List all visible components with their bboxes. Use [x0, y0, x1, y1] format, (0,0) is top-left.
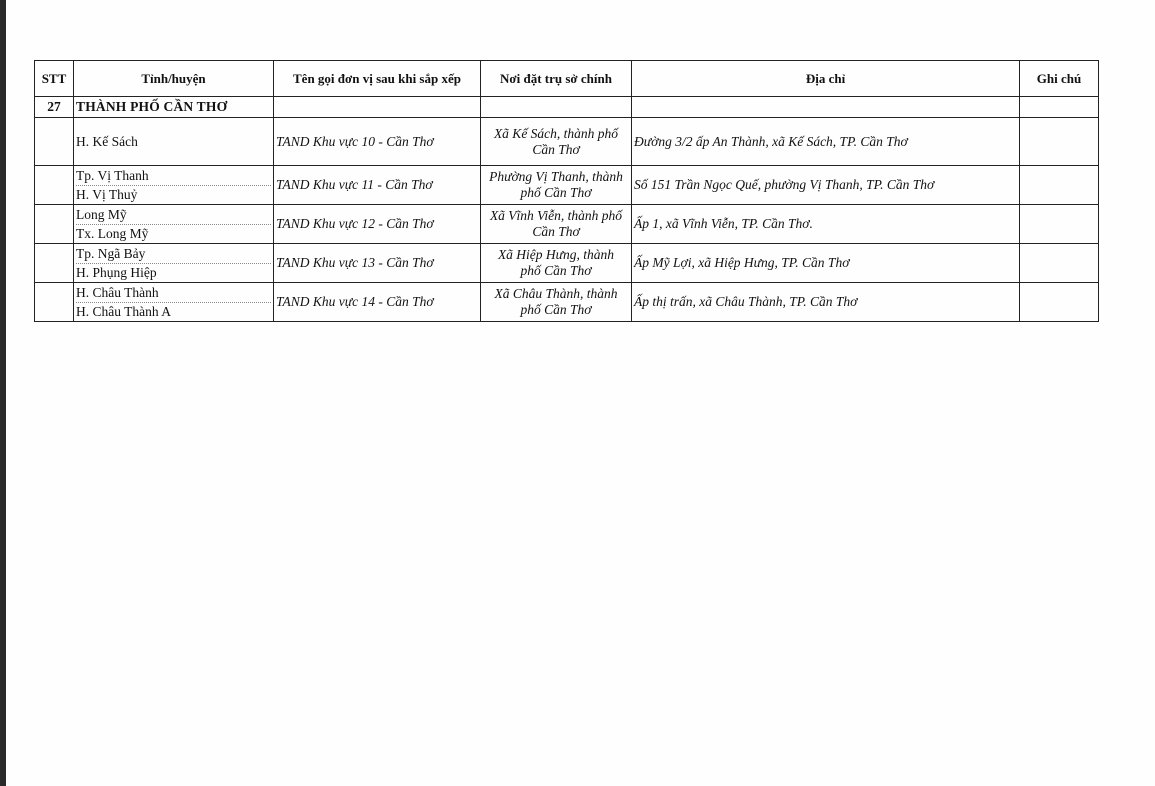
headquarters-line: phố Cần Thơ: [520, 302, 592, 317]
address-cell: Đường 3/2 ấp An Thành, xã Kế Sách, TP. Cần Thơ: [632, 118, 1020, 166]
district-name: Long Mỹ: [76, 206, 271, 225]
group-title: THÀNH PHỐ CẦN THƠ: [74, 97, 274, 118]
district-name: H. Châu Thành A: [76, 303, 171, 319]
address-cell: Ấp thị trấn, xã Châu Thành, TP. Cần Thơ: [632, 283, 1020, 322]
headquarters-line: Cần Thơ: [532, 224, 580, 239]
headquarters-line: Phường Vị Thanh, thành: [489, 169, 623, 184]
district-name: H. Vị Thuỷ: [76, 186, 138, 202]
header-note: Ghi chú: [1020, 61, 1099, 97]
district-name: Tx. Long Mỹ: [76, 225, 149, 241]
district-cell: [74, 205, 274, 244]
header-stt: STT: [35, 61, 74, 97]
group-stt: 27: [35, 97, 74, 118]
note-cell: [1020, 283, 1099, 322]
headquarters-line: Xã Châu Thành, thành: [494, 286, 618, 301]
document-page: [6, 0, 1155, 786]
header-headquarters: Nơi đặt trụ sở chính: [481, 61, 632, 97]
unit-name-cell: TAND Khu vực 10 - Cần Thơ: [274, 118, 481, 166]
stt-cell: [35, 244, 74, 283]
stt-cell: [35, 166, 74, 205]
headquarters-cell: [481, 244, 632, 283]
stt-cell: [35, 283, 74, 322]
empty-cell: [1020, 97, 1099, 118]
address-cell: Ấp Mỹ Lợi, xã Hiệp Hưng, TP. Cần Thơ: [632, 244, 1020, 283]
address-cell: Số 151 Trần Ngọc Quế, phường Vị Thanh, TP. Cần Thơ: [632, 166, 1020, 205]
stt-cell: [35, 205, 74, 244]
headquarters-line: Xã Hiệp Hưng, thành: [497, 247, 615, 262]
empty-cell: [481, 97, 632, 118]
court-unit-table: [34, 60, 1099, 322]
unit-name-cell: TAND Khu vực 11 - Cần Thơ: [274, 166, 481, 205]
district-name: H. Châu Thành: [76, 284, 271, 303]
header-unit-name: Tên gọi đơn vị sau khi sắp xếp: [274, 61, 481, 97]
district-cell: [74, 166, 274, 205]
table-row: [35, 283, 1099, 322]
headquarters-cell: [481, 205, 632, 244]
headquarters-line: phố Cần Thơ: [520, 263, 592, 278]
district-cell: [74, 283, 274, 322]
note-cell: [1020, 244, 1099, 283]
headquarters-line: Xã Kế Sách, thành phố: [493, 125, 619, 141]
headquarters-line: Xã Vĩnh Viễn, thành phố: [489, 208, 623, 223]
header-province-district: Tỉnh/huyện: [74, 61, 274, 97]
headquarters-cell: [481, 166, 632, 205]
unit-name-cell: TAND Khu vực 13 - Cần Thơ: [274, 244, 481, 283]
table-row: [35, 118, 1099, 166]
header-address: Địa chỉ: [632, 61, 1020, 97]
district-name: H. Phụng Hiệp: [76, 264, 157, 280]
district-name: Tp. Vị Thanh: [76, 167, 271, 186]
district-name: Tp. Ngã Bảy: [76, 245, 271, 264]
table-row: [35, 205, 1099, 244]
unit-name-cell: TAND Khu vực 14 - Cần Thơ: [274, 283, 481, 322]
empty-cell: [274, 97, 481, 118]
district-name: H. Kế Sách: [76, 133, 138, 149]
table-row: [35, 244, 1099, 283]
headquarters-line: Cần Thơ: [532, 141, 580, 157]
headquarters-cell: [481, 118, 632, 166]
unit-name-cell: TAND Khu vực 12 - Cần Thơ: [274, 205, 481, 244]
address-cell: Ấp 1, xã Vĩnh Viễn, TP. Cần Thơ.: [632, 205, 1020, 244]
table-header-row: [35, 61, 1099, 97]
stt-cell: [35, 118, 74, 166]
note-cell: [1020, 118, 1099, 166]
empty-cell: [632, 97, 1020, 118]
group-row: [35, 97, 1099, 118]
note-cell: [1020, 205, 1099, 244]
district-cell: [74, 118, 274, 166]
headquarters-cell: [481, 283, 632, 322]
table-row: [35, 166, 1099, 205]
headquarters-line: phố Cần Thơ: [520, 185, 592, 200]
district-cell: [74, 244, 274, 283]
note-cell: [1020, 166, 1099, 205]
